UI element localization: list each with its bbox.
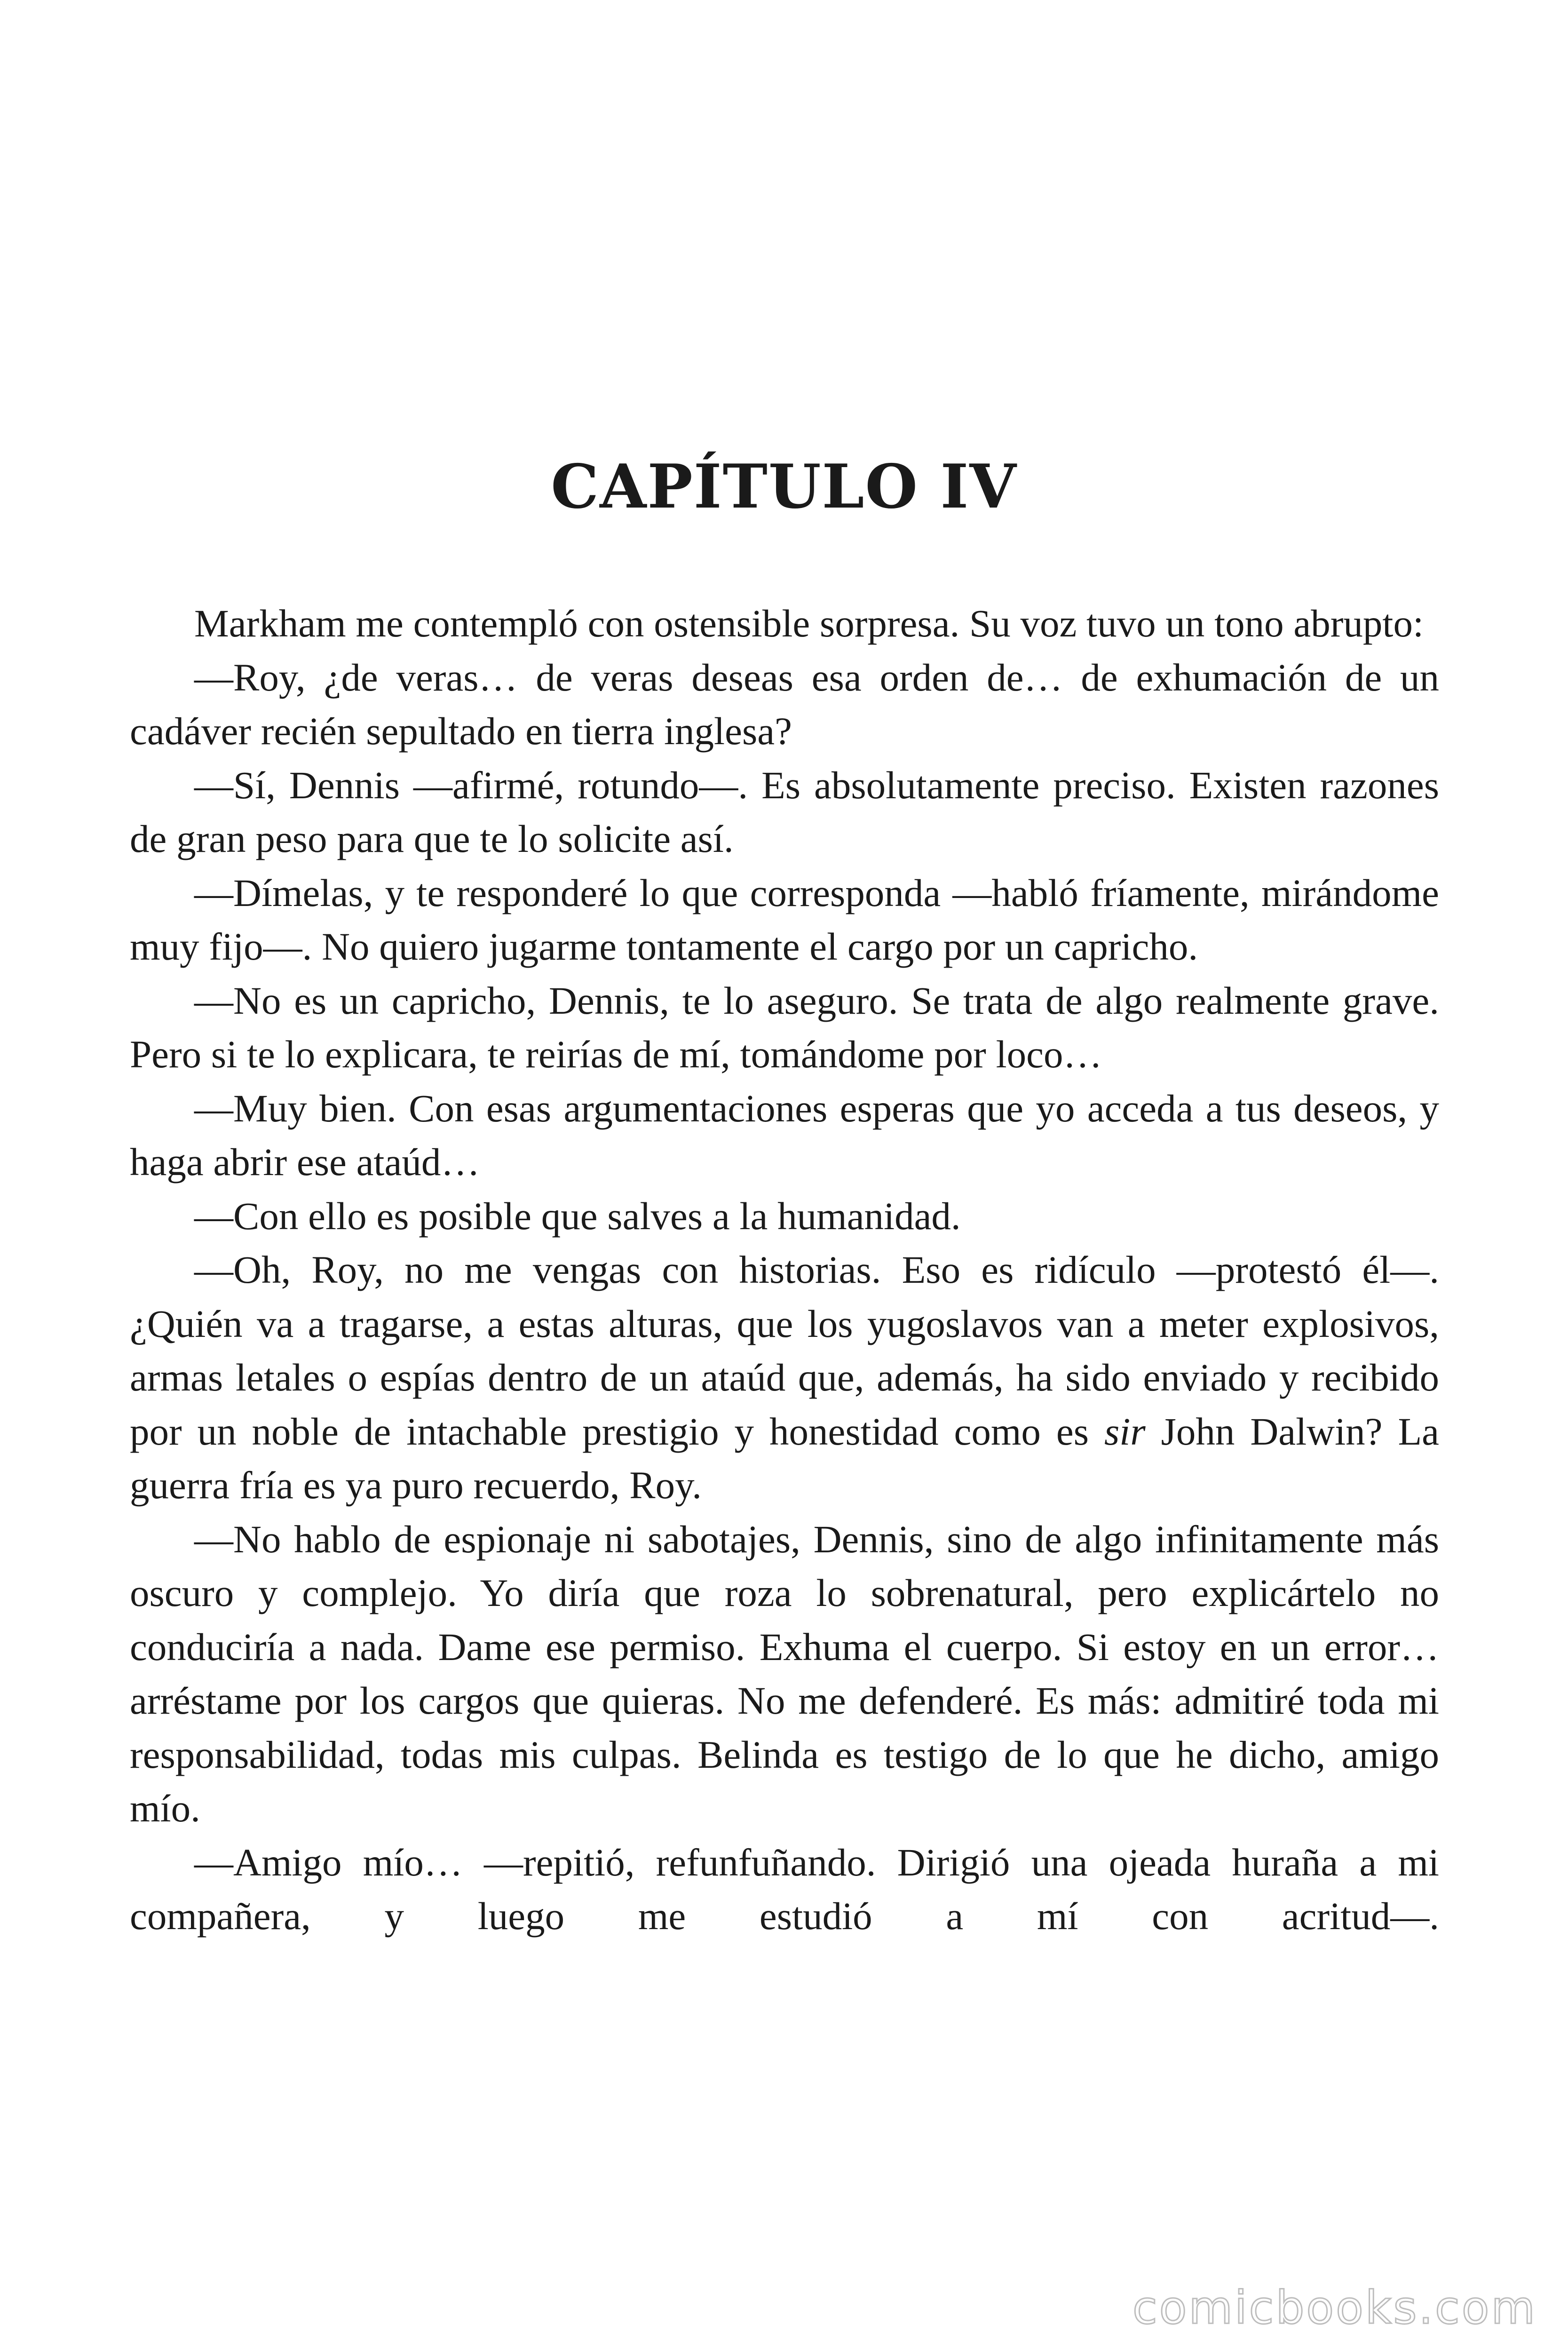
paragraph: —Oh, Roy, no me vengas con historias. Eso es ridículo —protestó él—. ¿Quién va a tragarse, a estas alturas, que los yugoslavos van a meter explosivos, armas letales o espías dentro de un ataúd que, además, ha sido enviado y recibido por un noble de intachable prestigio y honestidad como es sir John Dalwin? La guerra fría es ya puro recuerdo, Roy. [130,1248,1439,1507]
paragraph: —No hablo de espionaje ni sabotajes, Dennis, sino de algo infinitamente más oscuro y complejo. Yo diría que roza lo sobrenatural, pero explicártelo no conduciría a nada. Dame ese permiso. Exhuma el cuerpo. Si estoy en un error… arréstame por los cargos que quieras. No me defenderé. Es más: admitiré toda mi responsabilidad, todas mis culpas. Belinda es testigo de lo que he dicho, amigo mío. [130,1517,1439,1830]
paragraph: Markham me contempló con ostensible sorpresa. Su voz tuvo un tono abrupto: [194,602,1424,645]
watermark: comicbooks.com [1132,2281,1537,2334]
paragraph: —Con ello es posible que salves a la humanidad. [194,1194,961,1238]
chapter-title: CAPÍTULO IV [551,452,1017,522]
paragraph: —Muy bien. Con esas argumentaciones esperas que yo acceda a tus deseos, y haga abrir ese ataúd… [130,1086,1439,1184]
paragraph: —No es un capricho, Dennis, te lo aseguro. Se trata de algo realmente grave. Pero si te lo explicara, te reirías de mí, tomándome por loco… [130,978,1439,1076]
paragraph: —Roy, ¿de veras… de veras deseas esa orden de… de exhumación de un cadáver recién sepultado en tierra inglesa? [130,655,1439,753]
paragraph: —Sí, Dennis —afirmé, rotundo—. Es absolutamente preciso. Existen razones de gran peso para que te lo solicite así. [130,763,1439,860]
italic-term: sir [1104,1409,1146,1453]
paragraph: —Amigo mío… —repitió, refunfuñando. Dirigió una ojeada huraña a mi compañera, y luego me estudió a mí con acritud—. [130,1840,1439,1938]
paragraph: —Dímelas, y te responderé lo que corresponda —habló fríamente, mirándome muy fijo—. No quiero jugarme tontamente el cargo por un capricho. [130,871,1439,968]
chapter-body [130,596,1439,1943]
